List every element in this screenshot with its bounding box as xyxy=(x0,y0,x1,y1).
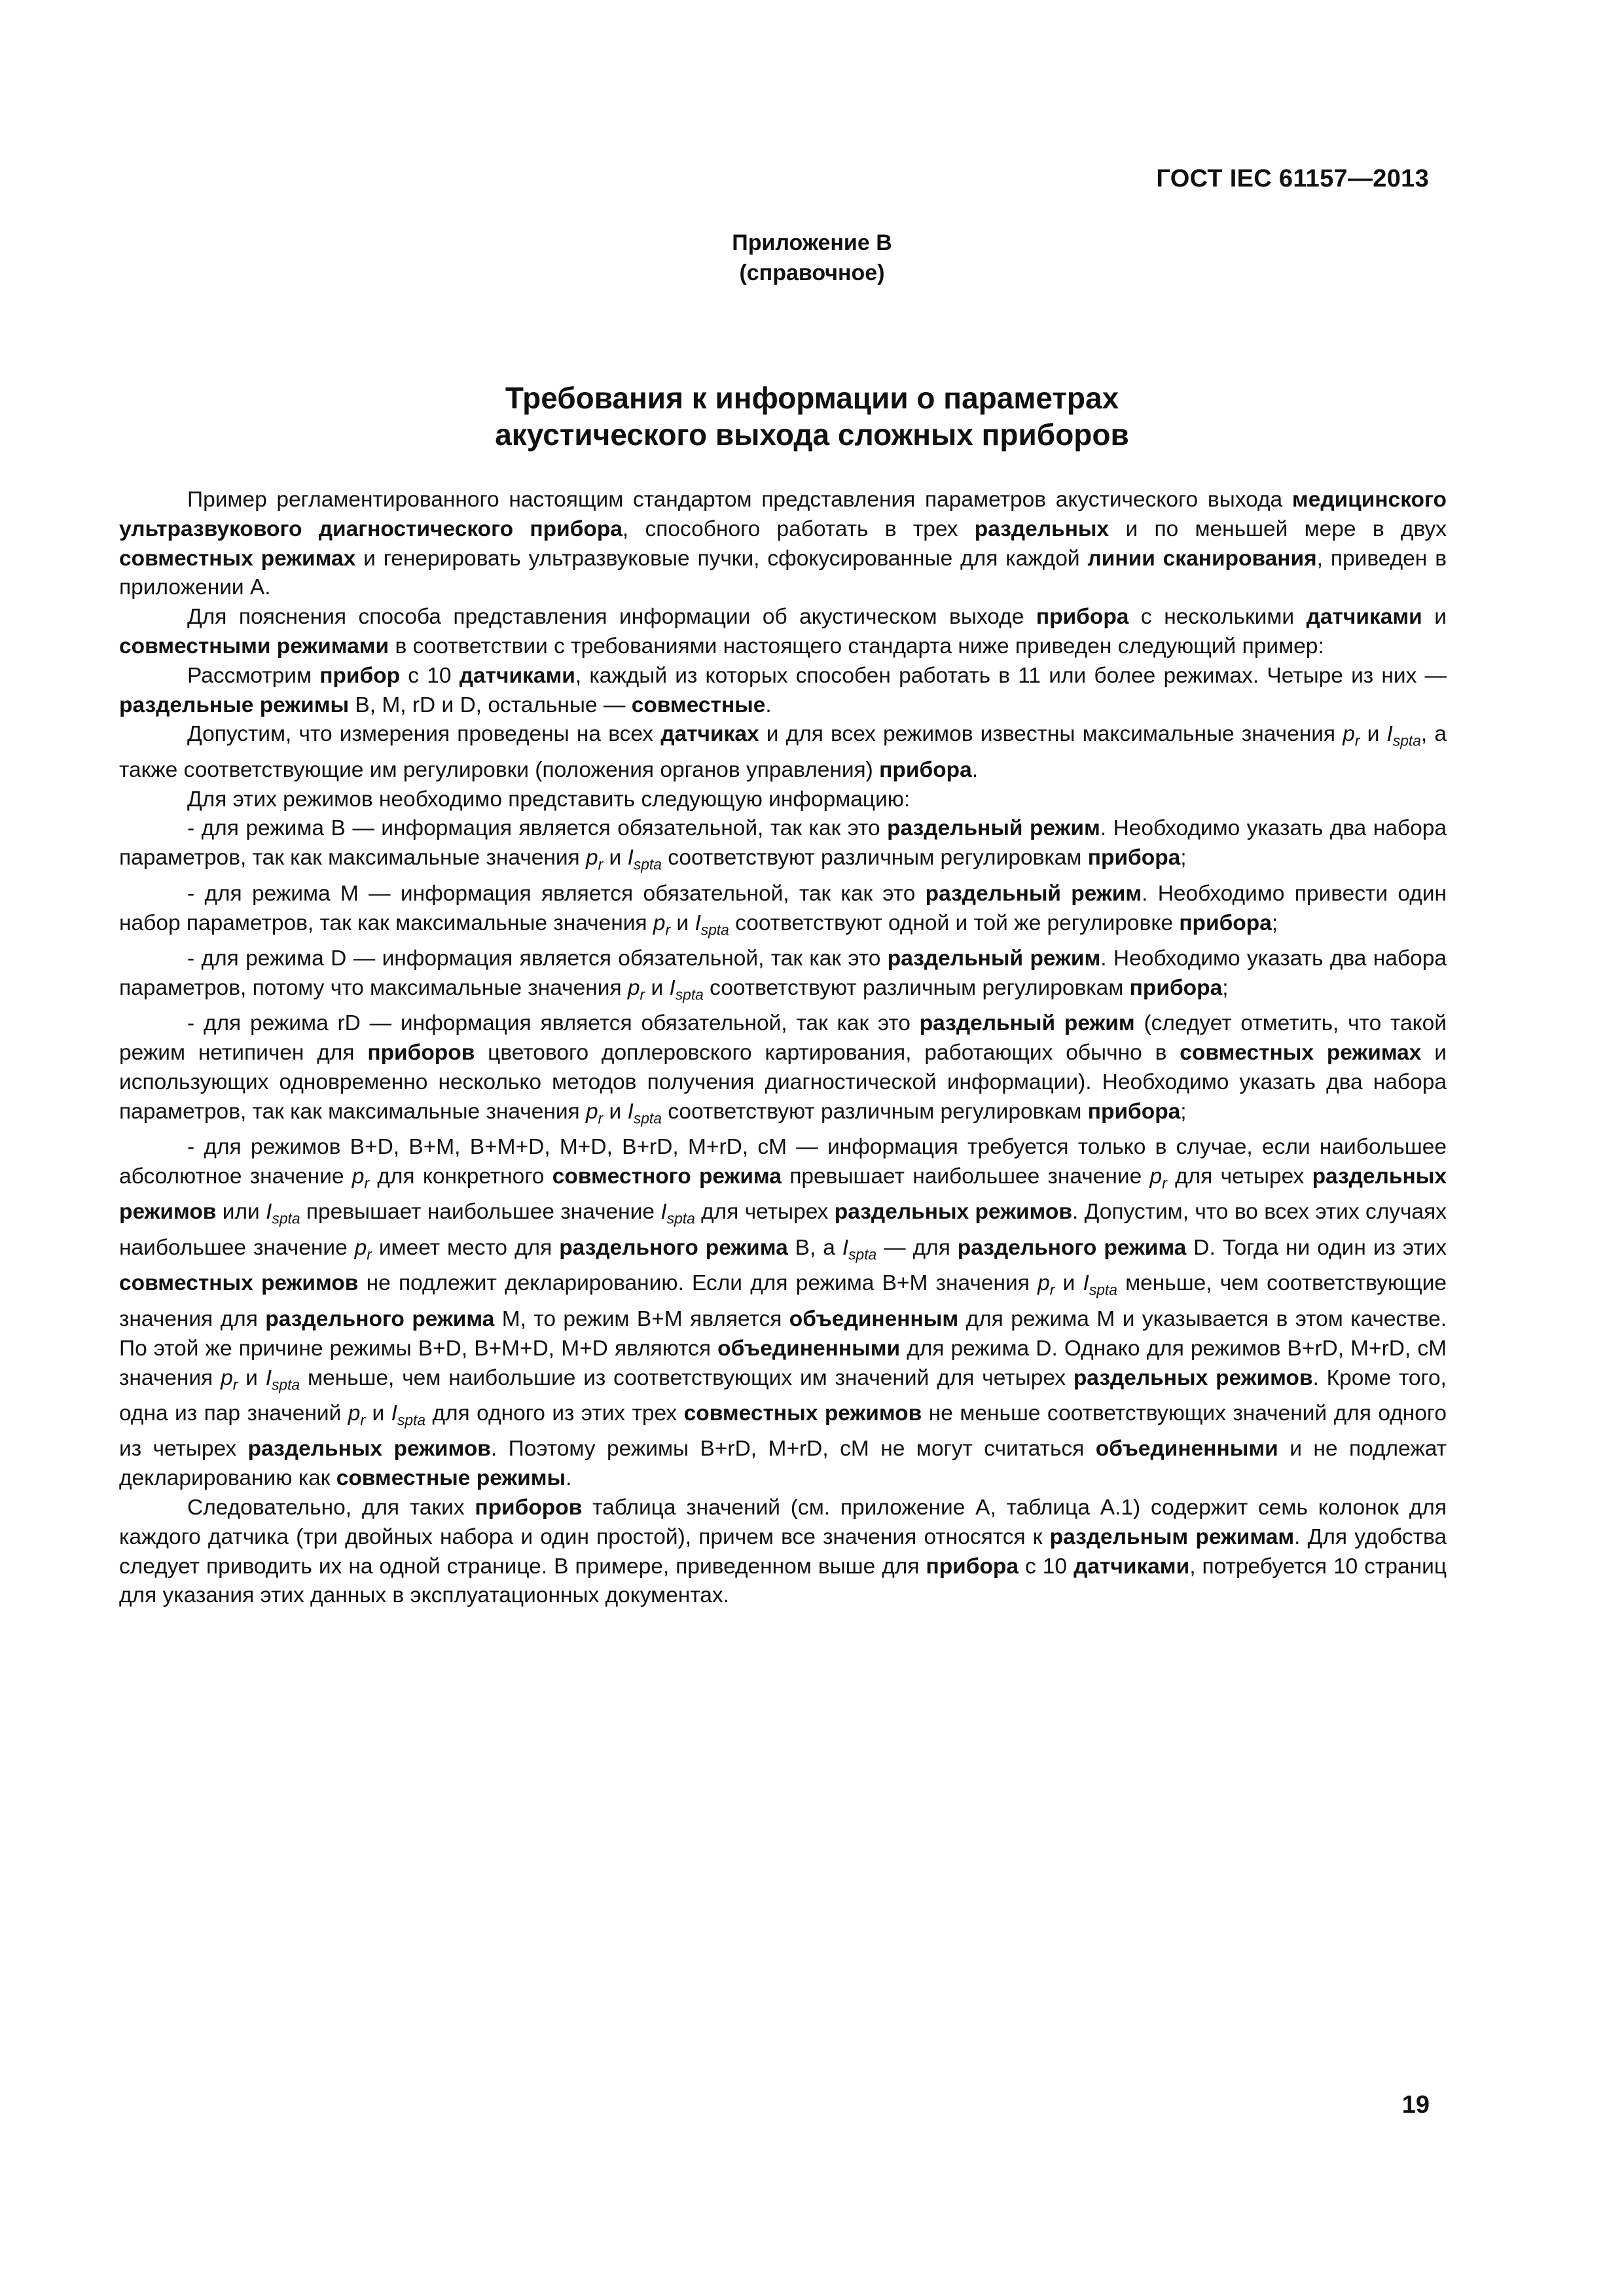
symbol-subscript: spta xyxy=(633,855,662,873)
symbol: $p_r$ xyxy=(348,1401,365,1429)
bold-term: линии сканирования xyxy=(1087,546,1317,571)
text-run: Для этих режимов необходимо представить следующую информацию: xyxy=(187,787,911,812)
bold-term: прибора xyxy=(1036,605,1129,630)
paragraph xyxy=(119,662,1447,721)
symbol-subscript: spta xyxy=(675,986,704,1003)
bold-term: раздельных режимов xyxy=(1073,1365,1313,1390)
text-run: для режима М и указывается в этом качестве. По этой же причине режимы В+D, В+М+D, М+D являются xyxy=(119,1306,1447,1361)
text-run: соответствуют одной и той же регулировке xyxy=(729,910,1180,935)
bold-term: совместных режимах xyxy=(1180,1041,1422,1066)
symbol-subscript: r xyxy=(364,1174,370,1192)
text-run: превышает наибольшее значение xyxy=(300,1200,661,1225)
bold-term: датчиками xyxy=(1306,605,1422,630)
text-run: Рассмотрим xyxy=(187,663,320,688)
symbol-subscript: r xyxy=(1354,732,1360,750)
bold-term: прибора xyxy=(879,757,972,782)
text-run: для конкретного xyxy=(369,1164,552,1189)
text-run: В, а xyxy=(787,1235,842,1260)
text-run: . xyxy=(566,1466,572,1491)
text-run: . Необходимо привести один набор параметров, так как максимальные значения xyxy=(119,881,1447,935)
text-run: и не подлежат декларированию как xyxy=(119,1437,1447,1491)
text-run: и xyxy=(1422,605,1447,630)
symbol-subscript: spta xyxy=(633,1109,662,1127)
symbol-subscript: r xyxy=(598,855,604,873)
bold-term: приборов xyxy=(367,1041,475,1066)
symbol: $I_{spta}$ xyxy=(265,1365,300,1393)
text-run: и xyxy=(670,910,695,935)
text-run: . Необходимо указать два набора параметров, так как максимальные значения xyxy=(119,816,1447,870)
text-run: соответствуют различным регулировкам xyxy=(661,1099,1088,1124)
bold-term: совместных режимов xyxy=(683,1401,922,1426)
symbol: $p_r$ xyxy=(586,1099,604,1127)
text-run: ; xyxy=(1180,1099,1187,1124)
page-number: 19 xyxy=(1401,2091,1430,2119)
symbol: $I_{spta}$ xyxy=(1386,722,1421,750)
bold-term: раздельных режимов xyxy=(247,1437,491,1462)
symbol: $I_{spta}$ xyxy=(1083,1271,1117,1299)
symbol-subscript: r xyxy=(1049,1282,1055,1299)
bold-term: раздельный режим xyxy=(887,946,1101,971)
symbol: $p_r$ xyxy=(352,1164,370,1192)
text-run: в соответствии с требованиями настоящего стандарта ниже приведен следующий пример: xyxy=(389,634,1324,658)
text-run: Допустим, что измерения проведены на всех xyxy=(187,722,661,747)
text-run: М, то режим В+М является xyxy=(494,1306,789,1331)
bold-term: раздельный режим xyxy=(887,816,1100,841)
text-run: , приведен в приложении А. xyxy=(119,546,1447,600)
text-run: Пример регламентированного настоящим стандартом представления параметров акустического выхода xyxy=(187,488,1292,512)
text-run: , потребуется 10 страниц для указания этих данных в эксплуатационных документах. xyxy=(119,1554,1447,1608)
bold-term: раздельные режимы xyxy=(119,692,350,717)
symbol-subscript: r xyxy=(598,1109,604,1127)
bold-term: совместные xyxy=(631,692,766,717)
symbol-subscript: spta xyxy=(272,1376,300,1393)
bold-term: раздельный режим xyxy=(925,881,1142,906)
text-run: для одного из этих трех xyxy=(425,1401,684,1426)
text-run: . xyxy=(971,757,979,782)
bold-term: раздельного режима xyxy=(265,1306,495,1331)
paragraph xyxy=(119,486,1447,603)
symbol-subscript: r xyxy=(360,1411,365,1429)
symbol: $I_{spta}$ xyxy=(391,1401,425,1429)
paragraph xyxy=(119,814,1447,879)
text-run: соответствуют различным регулировкам xyxy=(661,846,1088,870)
body-text xyxy=(119,486,1447,1611)
text-run: - для режимов В+D, В+М, В+М+D, М+D, В+rD, М+rD, сМ — информация требуется только в случае, если наибольшее абсолютное значение xyxy=(119,1135,1447,1189)
text-run: или xyxy=(216,1200,266,1225)
text-run: превышает наибольшее значение xyxy=(781,1164,1150,1189)
paragraph xyxy=(119,1133,1447,1494)
bold-term: совместными режимами xyxy=(119,634,389,658)
text-run: для четырех xyxy=(1166,1164,1312,1189)
text-run: . xyxy=(765,692,772,717)
text-run: . Поэтому режимы В+rD, М+rD, сМ не могут считаться xyxy=(490,1437,1096,1462)
text-run: и использующих одновременно несколько методов получения диагностической информации). Необходимо указать два набора параметров, так как максимальные значения xyxy=(119,1041,1447,1124)
text-run: В, М, rD и D, остальные — xyxy=(349,692,632,717)
bold-term: прибора xyxy=(926,1554,1019,1579)
bold-term: объединенными xyxy=(717,1336,901,1361)
symbol: $I_{spta}$ xyxy=(842,1235,877,1263)
text-run: не меньше соответствующих значений для одного из четырех xyxy=(119,1401,1447,1462)
symbol: $p_r$ xyxy=(1343,722,1360,750)
text-run: и xyxy=(365,1401,391,1426)
text-run: . Для удобства следует приводить их на одной странице. В примере, приведенном выше для xyxy=(119,1524,1447,1579)
symbol-subscript: r xyxy=(640,986,645,1003)
text-run: и xyxy=(1360,722,1387,747)
bold-term: раздельных режимов xyxy=(834,1200,1072,1225)
bold-term: совместных режимах xyxy=(119,546,356,571)
text-run: ; xyxy=(1180,846,1187,870)
symbol: $I_{spta}$ xyxy=(627,1099,662,1127)
text-run: , а также соответствующие им регулировки (положения органов управления) xyxy=(119,722,1447,782)
text-run: , способного работать в трех xyxy=(622,516,975,541)
text-run: таблица значений (см. приложение А, таблица А.1) содержит семь колонок для каждого датчика (три двойных набора и один простой), причем все значения относятся к xyxy=(119,1496,1447,1549)
bold-term: раздельных режимов xyxy=(119,1164,1447,1225)
text-run: и xyxy=(1055,1271,1083,1296)
text-run: ; xyxy=(1271,910,1278,935)
symbol: $p_r$ xyxy=(221,1365,238,1393)
text-run: - для режима М — информация является обязательной, так как это xyxy=(187,881,926,906)
bold-term: объединенными xyxy=(1095,1437,1278,1462)
text-run: и генерировать ультразвуковые пучки, сфокусированные для каждой xyxy=(355,546,1088,571)
text-run: Следовательно, для таких xyxy=(187,1496,475,1520)
symbol-subscript: spta xyxy=(700,921,729,939)
text-run: меньше, чем наибольшие из соответствующих им значений для четырех xyxy=(300,1365,1074,1390)
bold-term: прибора xyxy=(1087,846,1181,870)
bold-term: раздельного режима xyxy=(957,1235,1187,1260)
symbol-subscript: spta xyxy=(848,1246,877,1263)
symbol-subscript: spta xyxy=(397,1411,425,1429)
text-run: с 10 xyxy=(400,663,460,688)
symbol: $p_r$ xyxy=(586,846,604,873)
text-run: , каждый из которых способен работать в 11 или более режимах. Четыре из них — xyxy=(575,663,1447,688)
paragraph xyxy=(119,603,1447,662)
text-run: не подлежит декларированию. Если для режима В+М значения xyxy=(358,1271,1038,1296)
bold-term: медицинского ультразвукового диагностического прибора xyxy=(119,488,1447,541)
symbol: $p_r$ xyxy=(627,975,645,1003)
bold-term: датчиками xyxy=(459,663,575,688)
paragraph xyxy=(119,785,1447,815)
text-run: и для всех режимов известны максимальные значения xyxy=(759,722,1343,747)
bold-term: раздельным режимам xyxy=(1049,1524,1295,1549)
bold-term: прибора xyxy=(1129,975,1223,1000)
text-run: — для xyxy=(876,1235,958,1260)
title-line-1: Требования к информации о параметрах xyxy=(505,381,1119,415)
appendix-heading xyxy=(0,228,1624,288)
bold-term: приборов xyxy=(475,1496,583,1520)
symbol-subscript: spta xyxy=(272,1210,300,1228)
bold-term: датчиками xyxy=(1074,1554,1190,1579)
text-run: имеет место для xyxy=(371,1235,560,1260)
paragraph xyxy=(119,1494,1447,1611)
bold-term: раздельного режима xyxy=(559,1235,788,1260)
text-run: ; xyxy=(1222,975,1229,1000)
page-title xyxy=(0,380,1624,453)
symbol-subscript: r xyxy=(232,1376,238,1393)
text-run: для четырех xyxy=(695,1200,835,1225)
bold-term: датчиках xyxy=(660,722,759,747)
bold-term: прибор xyxy=(319,663,401,688)
symbol: $I_{spta}$ xyxy=(266,1200,300,1228)
symbol: $p_r$ xyxy=(1038,1271,1055,1299)
text-run: с несколькими xyxy=(1128,605,1307,630)
symbol: $I_{spta}$ xyxy=(660,1200,695,1228)
bold-term: раздельный режим xyxy=(919,1011,1135,1036)
bold-term: раздельных xyxy=(974,516,1110,541)
symbol-subscript: r xyxy=(1162,1174,1167,1192)
symbol-subscript: spta xyxy=(1089,1282,1117,1299)
bold-term: совместного режима xyxy=(552,1164,782,1189)
symbol-subscript: r xyxy=(665,921,671,939)
text-run: соответствуют различным регулировкам xyxy=(703,975,1130,1000)
text-run: . Допустим, что во всех этих случаях наибольшее значение xyxy=(119,1200,1447,1260)
text-run: - для режима rD — информация является обязательной, так как это xyxy=(187,1011,920,1036)
text-run: Для пояснения способа представления информации об акустическом выходе xyxy=(187,605,1036,630)
text-run: D. Тогда ни один из этих xyxy=(1186,1235,1447,1260)
bold-term: совместных режимов xyxy=(119,1271,359,1296)
symbol-subscript: spta xyxy=(666,1210,695,1228)
symbol: $I_{spta}$ xyxy=(627,846,662,873)
bold-term: прибора xyxy=(1179,910,1272,935)
appendix-label: Приложение В xyxy=(732,230,892,255)
symbol: $p_r$ xyxy=(653,910,671,939)
text-run: и xyxy=(238,1365,266,1390)
symbol-subscript: spta xyxy=(1392,732,1421,750)
symbol: $I_{spta}$ xyxy=(695,910,729,939)
bold-term: совместные режимы xyxy=(336,1466,566,1491)
text-run: и xyxy=(645,975,670,1000)
bold-term: прибора xyxy=(1087,1099,1181,1124)
title-line-2: акустического выхода сложных приборов xyxy=(495,418,1129,452)
symbol: $p_r$ xyxy=(1149,1164,1167,1192)
text-run: . Кроме того, одна из пар значений xyxy=(119,1365,1447,1426)
paragraph xyxy=(119,880,1447,944)
paragraph xyxy=(119,720,1447,785)
text-run: цветового доплеровского картирования, работающих обычно в xyxy=(475,1041,1180,1066)
text-run: - для режима В — информация является обязательной, так как это xyxy=(187,816,888,841)
text-run: и по меньшей мере в двух xyxy=(1109,516,1447,541)
paragraph xyxy=(119,944,1447,1009)
text-run: с 10 xyxy=(1019,1554,1074,1579)
text-run: для режима D. Однако для режимов В+rD, М+rD, сМ значения xyxy=(119,1336,1447,1390)
symbol-subscript: r xyxy=(367,1246,372,1263)
paragraph xyxy=(119,1009,1447,1133)
appendix-type: (справочное) xyxy=(739,260,885,285)
document-header: ГОСТ IEC 61157—2013 xyxy=(1156,165,1429,192)
symbol: $p_r$ xyxy=(354,1235,372,1263)
symbol: $I_{spta}$ xyxy=(669,975,704,1003)
text-run: и xyxy=(603,1099,628,1124)
text-run: и xyxy=(603,846,628,870)
text-run: меньше, чем соответствующие значения для xyxy=(119,1271,1447,1331)
text-run: (следует отметить, что такой режим нетипичен для xyxy=(119,1011,1447,1066)
text-run: - для режима D — информация является обязательной, так как это xyxy=(187,946,888,971)
bold-term: объединенным xyxy=(789,1306,959,1331)
text-run: . Необходимо указать два набора параметров, потому что максимальные значения xyxy=(119,946,1447,1000)
